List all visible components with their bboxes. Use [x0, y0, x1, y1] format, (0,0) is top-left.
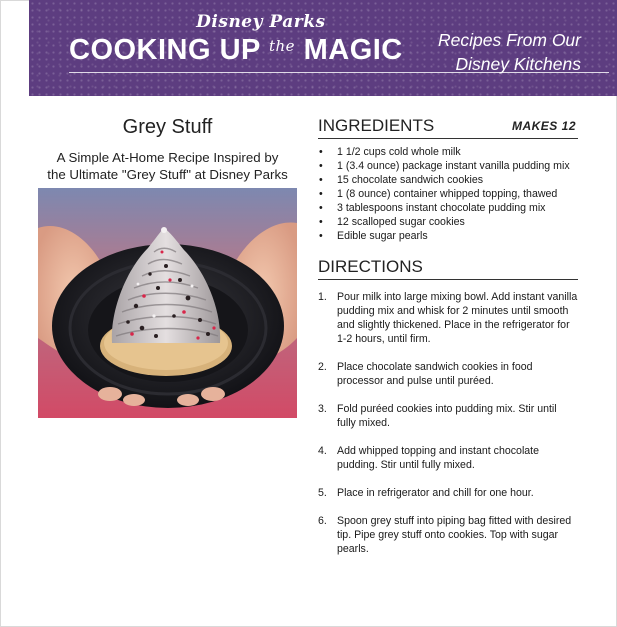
step-text: Add whipped topping and instant chocolate pudding. Stir until fully mixed.	[337, 445, 540, 471]
step-number: 1.	[318, 291, 327, 303]
brand-top: Disney Parks	[196, 12, 326, 32]
step-number: 5.	[318, 487, 327, 499]
grey-stuff-photo	[38, 188, 297, 418]
step-number: 3.	[318, 403, 327, 415]
banner-tagline	[381, 28, 581, 76]
step-number: 2.	[318, 361, 327, 373]
direction-step	[318, 360, 578, 388]
subtitle-line1: A Simple At-Home Recipe Inspired by	[56, 150, 279, 165]
recipe-details	[318, 116, 578, 570]
brand-main	[69, 34, 403, 67]
ingredient-item: • 12 scalloped sugar cookies	[318, 215, 578, 229]
subtitle-line2: the Ultimate "Grey Stuff" at Disney Parks	[47, 167, 288, 182]
ingredients-heading-label: INGREDIENTS	[318, 116, 435, 135]
step-text: Place chocolate sandwich cookies in food processor and pulse until puréed.	[337, 361, 533, 387]
step-text: Fold puréed cookies into pudding mix. Stir until fully mixed.	[337, 403, 557, 429]
photo-illustration	[38, 188, 297, 418]
header-banner	[29, 0, 617, 96]
step-text: Place in refrigerator and chill for one hour.	[337, 487, 534, 499]
ingredient-item: • 15 chocolate sandwich cookies	[318, 173, 578, 187]
directions-heading	[318, 257, 578, 280]
brand-main-the: the	[268, 37, 296, 55]
directions-list	[318, 290, 578, 556]
brand-main-part2: MAGIC	[303, 34, 403, 66]
step-text: Pour milk into large mixing bowl. Add instant vanilla pudding mix and whisk for 2 minutes until smooth and slightly thickened. Place in the refrigerator for 1-2 hours, until firm.	[337, 291, 578, 345]
directions-heading-label: DIRECTIONS	[318, 257, 423, 276]
step-number: 4.	[318, 445, 327, 457]
direction-step	[318, 402, 578, 430]
ingredient-item: • 1 (3.4 ounce) package instant vanilla pudding mix	[318, 159, 578, 173]
ingredients-list	[318, 145, 578, 243]
recipe-subtitle	[38, 149, 297, 183]
direction-step	[318, 290, 578, 346]
recipe-intro	[38, 116, 297, 183]
ingredients-heading	[318, 116, 578, 139]
makes-badge: MAKES 12	[511, 119, 576, 133]
ingredient-item: • 1 1/2 cups cold whole milk	[318, 145, 578, 159]
tagline-line1: Recipes From Our	[438, 30, 581, 50]
recipe-title: Grey Stuff	[122, 116, 213, 138]
tagline-line2: Disney Kitchens	[455, 54, 581, 74]
ingredient-item: • 1 (8 ounce) container whipped topping, thawed	[318, 187, 578, 201]
direction-step	[318, 486, 578, 500]
direction-step	[318, 444, 578, 472]
step-number: 6.	[318, 515, 327, 527]
brand-logo	[69, 12, 403, 67]
direction-step	[318, 514, 578, 556]
brand-main-part1: COOKING UP	[69, 34, 261, 66]
step-text: Spoon grey stuff into piping bag fitted with desired tip. Pipe grey stuff onto cookies. Top with sugar pearls.	[337, 515, 572, 555]
ingredient-item: • 3 tablespoons instant chocolate pudding mix	[318, 201, 578, 215]
ingredient-item: • Edible sugar pearls	[318, 229, 578, 243]
